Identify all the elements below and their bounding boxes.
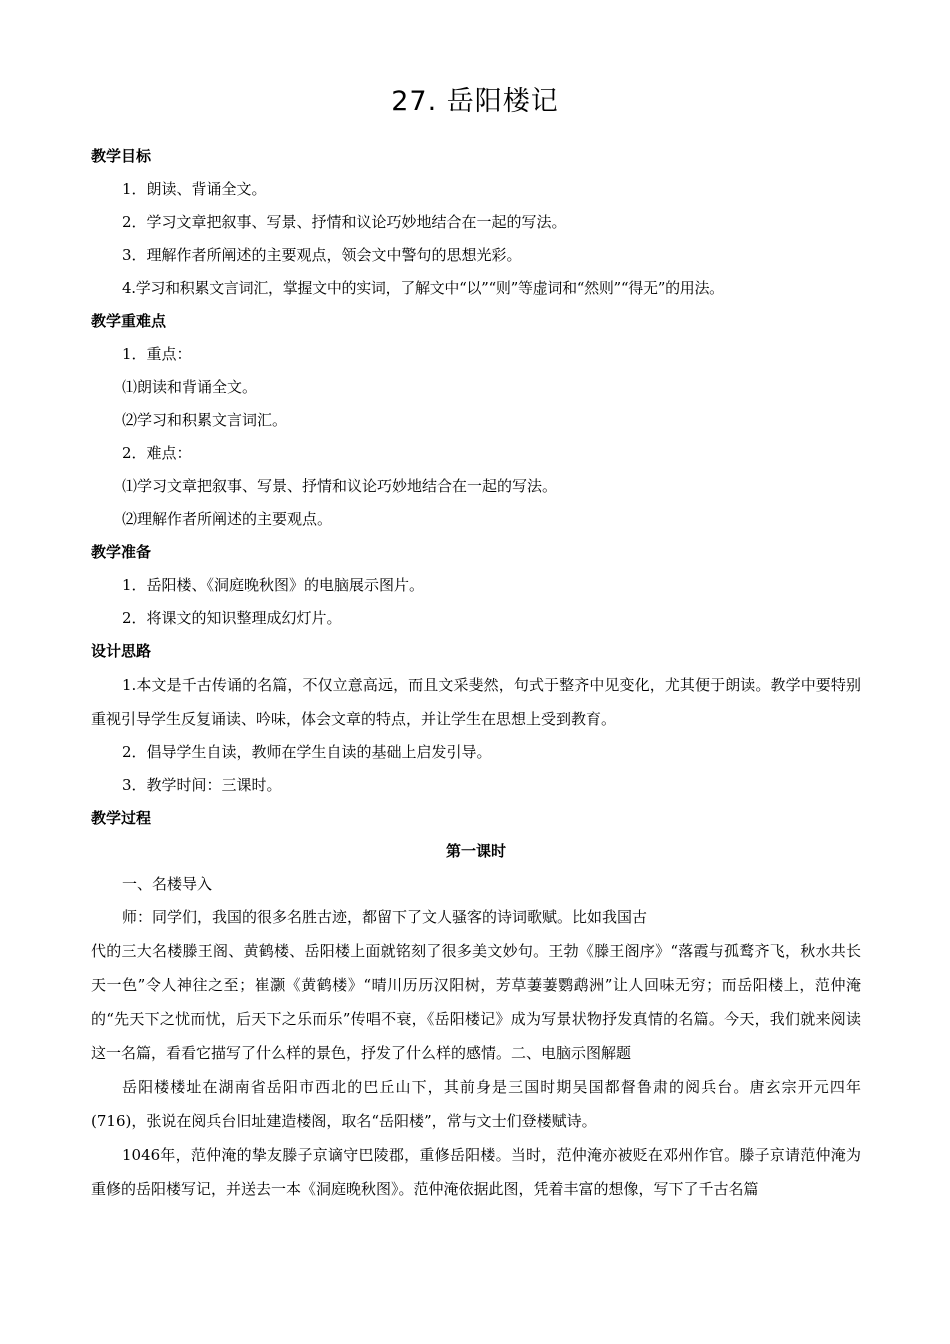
prep-item: 2．将课文的知识整理成幻灯片。: [122, 609, 342, 627]
design-item: 2．倡导学生自读，教师在学生自读的基础上启发引导。: [122, 743, 492, 761]
goal-item: 1．朗读、背诵全文。: [122, 180, 267, 198]
section-heading-keypoints: 教学重难点: [91, 312, 167, 330]
keypoint-item: 1．重点：: [122, 345, 192, 363]
section-heading-goals: 教学目标: [91, 147, 152, 165]
paragraph: 代的三大名楼滕王阁、黄鹤楼、岳阳楼上面就铭刻了很多美文妙句。王勃《滕王阁序》“落霞与孤鹜齐飞，秋水共长天一色”令人神往之至；崔灏《黄鹤楼》“晴川历历汉阳树，芳草萋萋鹦鹉洲”让人回味无穷；而岳阳楼上，范仲淹的“先天下之忧而忧，后天下之乐而乐”传唱不衰，《岳阳楼记》成为写景状物抒发真情的名篇。今天，我们就来阅读这一名篇，看看它描写了什么样的景色，抒发了什么样的感情。二、电脑示图解题: [91, 942, 861, 1062]
section-heading-prep: 教学准备: [91, 543, 152, 561]
keypoint-item: ⑵理解作者所阐述的主要观点。: [122, 510, 333, 528]
page-title: 27. 岳阳楼记: [391, 86, 559, 117]
goal-item: 4.学习和积累文言词汇，掌握文中的实词，了解文中“以”“则”等虚词和“然则”“得无”的用法。: [122, 279, 724, 297]
keypoint-item: 2．难点：: [122, 444, 192, 462]
section-heading-process: 教学过程: [91, 809, 152, 827]
lesson-title: 第一课时: [445, 842, 506, 860]
section-heading-design: 设计思路: [91, 642, 152, 660]
design-item: 3．教学时间：三课时。: [122, 776, 282, 794]
keypoint-item: ⑵学习和积累文言词汇。: [122, 411, 288, 429]
paragraph: 岳阳楼楼址在湖南省岳阳市西北的巴丘山下，其前身是三国时期吴国都督鲁肃的阅兵台。唐玄宗开元四年(716)，张说在阅兵台旧址建造楼阁，取名“岳阳楼”，常与文士们登楼赋诗。: [91, 1078, 861, 1130]
paragraph: 1046年，范仲淹的挚友滕子京谪守巴陵郡，重修岳阳楼。当时，范仲淹亦被贬在邓州作官。滕子京请范仲淹为重修的岳阳楼写记，并送去一本《洞庭晚秋图》。范仲淹依据此图，凭着丰富的想像，写下了千古名篇: [91, 1146, 861, 1198]
goal-item: 3．理解作者所阐述的主要观点，领会文中警句的思想光彩。: [122, 246, 522, 264]
keypoint-item: ⑴学习文章把叙事、写景、抒情和议论巧妙地结合在一起的写法。: [122, 477, 558, 495]
prep-item: 1．岳阳楼、《洞庭晚秋图》的电脑展示图片。: [122, 576, 425, 594]
step-heading: 一、名楼导入: [122, 875, 213, 893]
document-body: [91, 140, 861, 1206]
keypoint-item: ⑴朗读和背诵全文。: [122, 378, 258, 396]
design-paragraph: 1.本文是千古传诵的名篇，不仅立意高远，而且文采斐然，句式于整齐中见变化，尤其便于朗读。教学中要特别重视引导学生反复诵读、吟味，体会文章的特点，并让学生在思想上受到教育。: [91, 676, 861, 728]
paragraph-first-line: 师：同学们，我国的很多名胜古迹，都留下了文人骚客的诗词歌赋。比如我国古: [122, 908, 648, 926]
goal-item: 2．学习文章把叙事、写景、抒情和议论巧妙地结合在一起的写法。: [122, 213, 567, 231]
